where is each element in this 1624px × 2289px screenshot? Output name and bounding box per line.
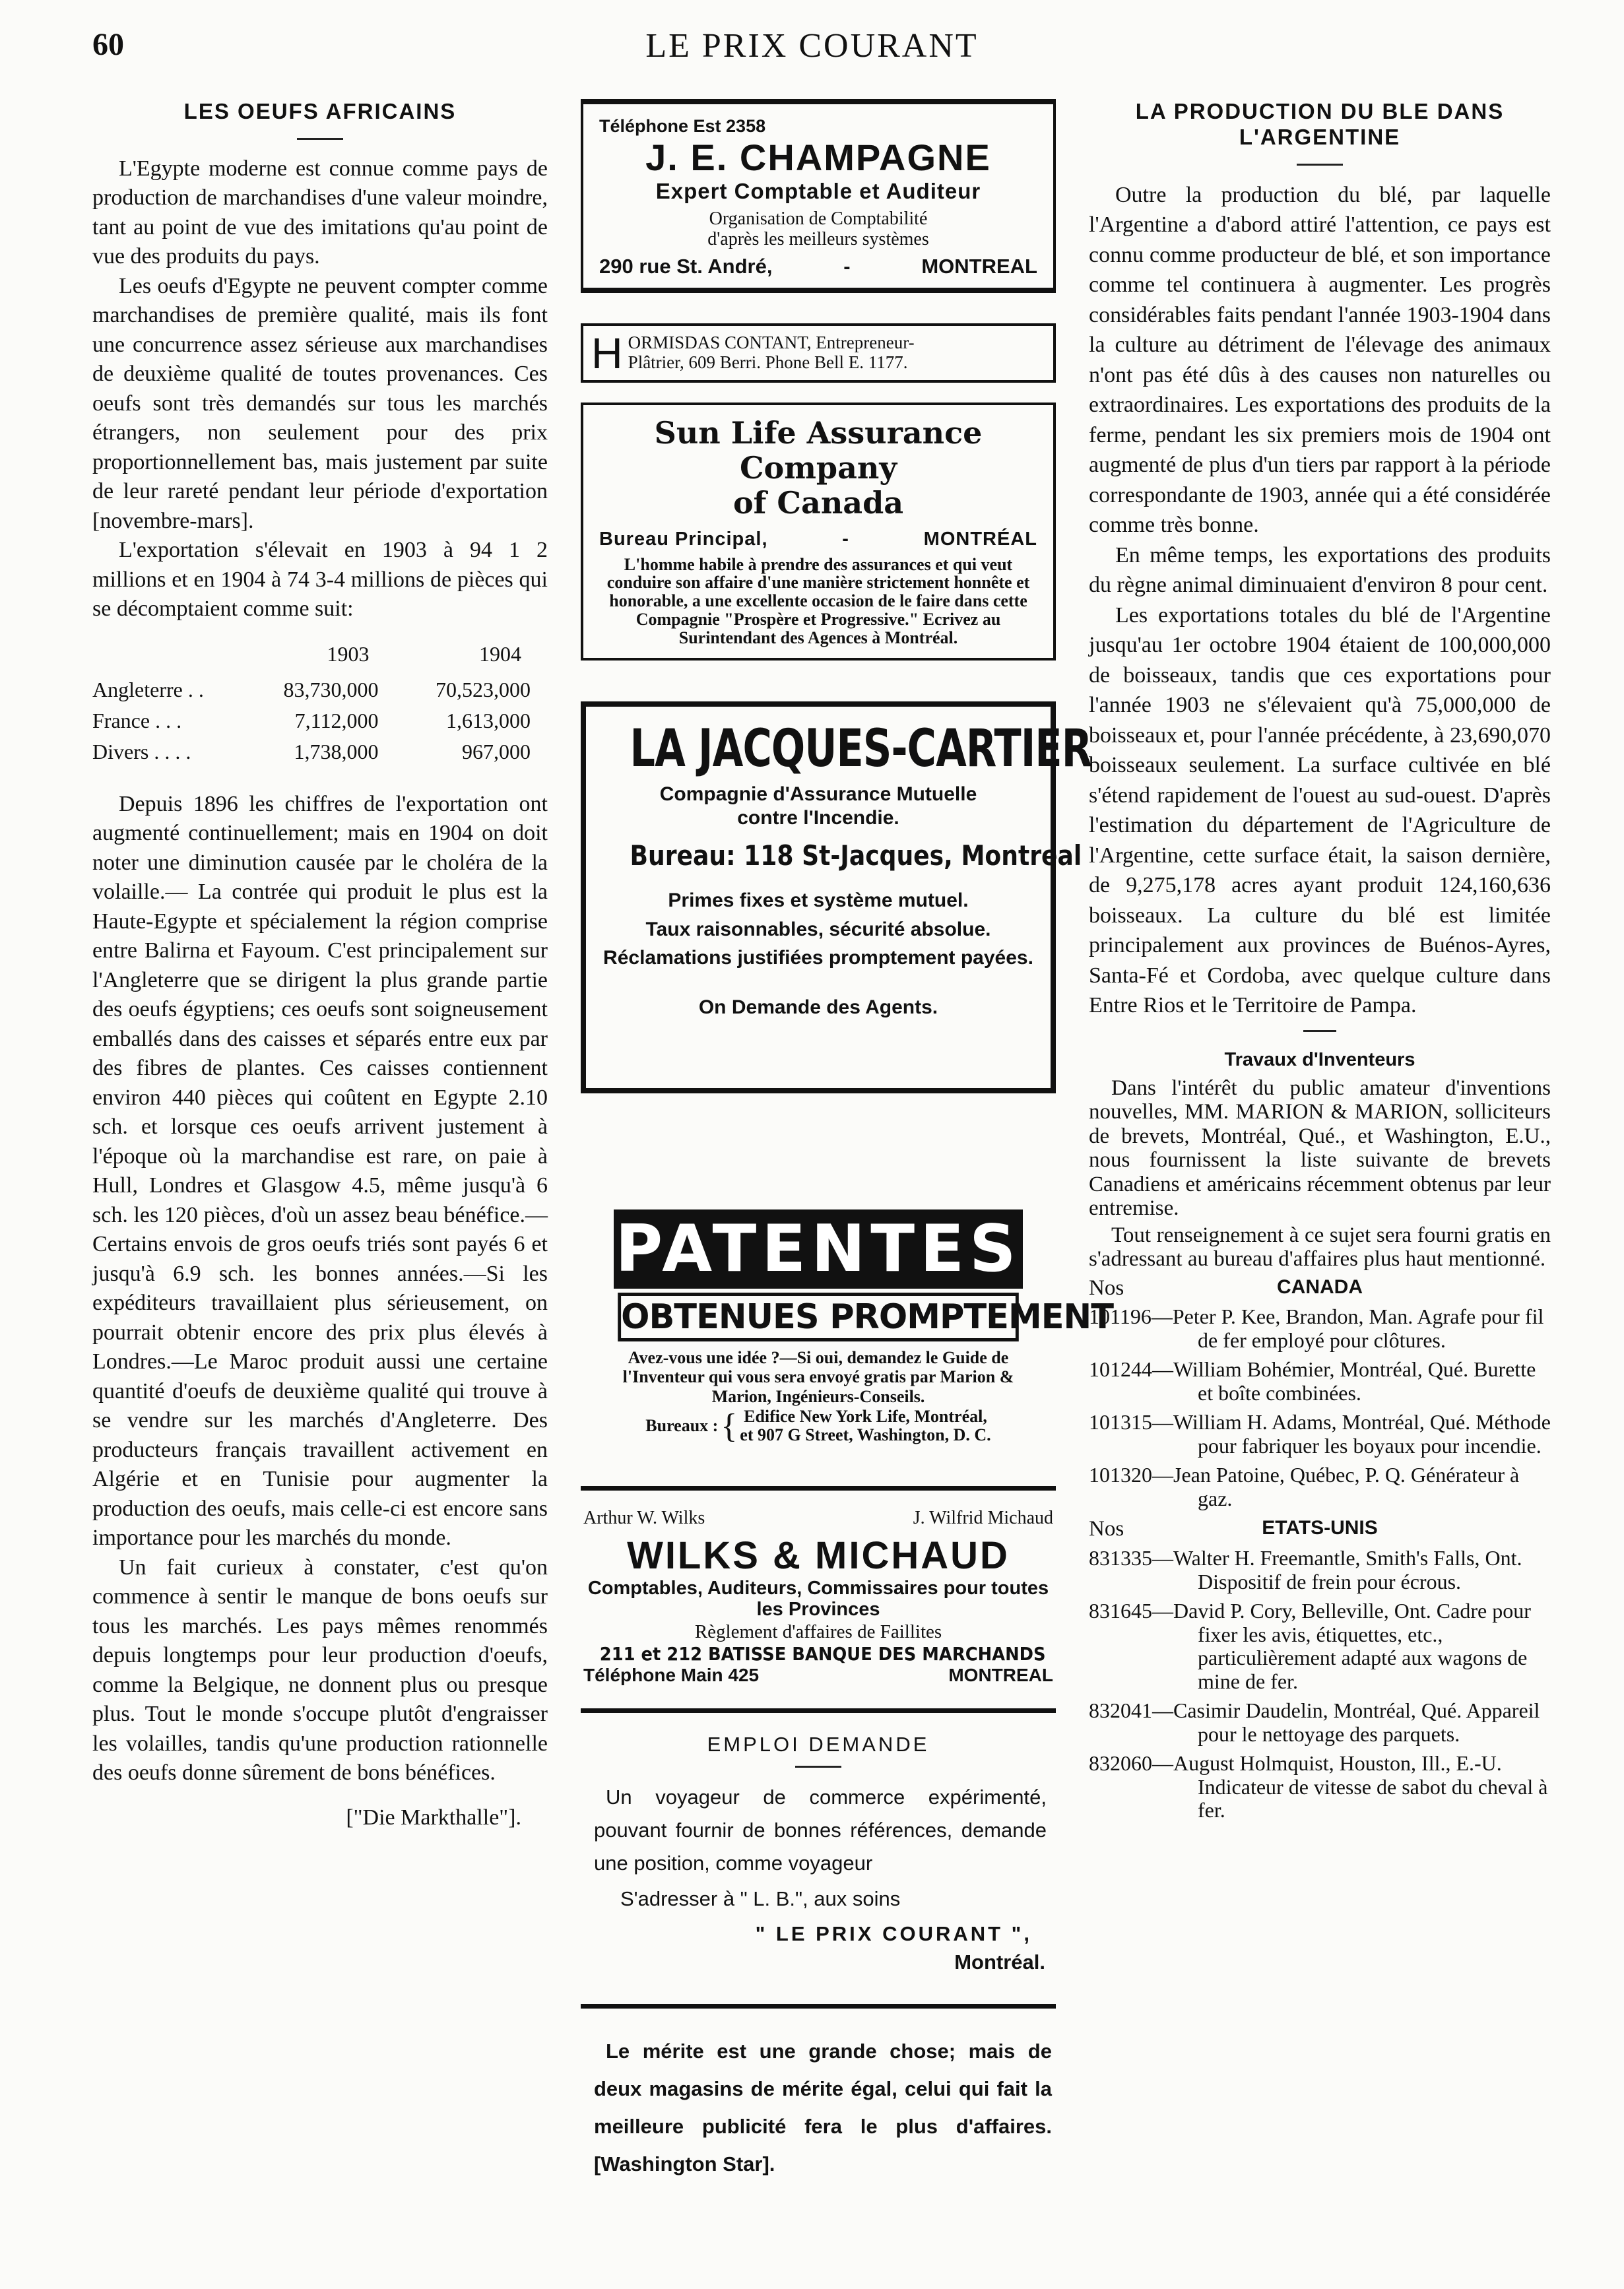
ad-agents: On Demande des Agents. <box>698 996 938 1018</box>
right-column <box>1089 99 1551 1828</box>
table-header <box>92 641 244 674</box>
ad-name: LA JACQUES-CARTIER <box>630 719 1092 779</box>
table-cell-1903: 83,730,000 <box>283 677 379 701</box>
ad-line: Organisation de Comptabilité <box>709 209 928 230</box>
ad-name: Sun Life Assurance Company <box>654 414 983 486</box>
section-title-travaux: Travaux d'Inventeurs <box>1224 1048 1415 1070</box>
table-cell-1904: 967,000 <box>462 739 531 763</box>
ad-street: 290 rue St. André, <box>599 254 773 278</box>
paragraph: Depuis 1896 les chiffres de l'exportation ont augmenté continuellement; mais en 1904 on doit noter une diminution causée par le choléra de la volaille.— La contrée qui produit le plus est la Haute-Egypte et spécialement la région comprise entre Balirna et Fayoum. C'est principalement sur l'Angleterre que se dirigent la plus grande partie des oeufs égyptiens; ces oeufs sont soigneusement emballés dans des caisses et séparés entre eux par des fibres de plantes. Ces caisses contiennent environ 440 pièces qui coûtent en Egypte 2.10 sch. et lorsque ces oeufs arrivent justement à l'époque où la marchandise est rare, on paie à Hull, Londres et Glasgow 4.5, même jusqu'à 6 sch. les 120 pièces, d'où un assez beau bénéfice.—Certains envois de gros oeufs triés sont payés 6 et jusqu'à 6.9 sch. les bonnes années.—Si les expéditeurs travaillaient plus sérieusement, on pourrait obtenir encore des prix plus élevés à Londres.—Le Maroc produit aussi une certaine quantité d'oeufs de deuxième qualité qui trouve à se vendre sur les marchés d'Angleterre. Des producteurs français travaillent activement en Algérie et en Tunisie pour augmenter la production des oeufs, mais celle-ci est encore sans importance pour les marchés du monde. <box>92 791 548 1551</box>
ad-line: contre l'Incendie. <box>737 807 899 829</box>
table-cell-country: Divers . . . . <box>92 739 191 763</box>
table-cell-1904: 1,613,000 <box>446 708 531 732</box>
ad-line: Primes fixes et système mutuel. <box>668 889 969 912</box>
article-title-ble <box>1089 99 1551 150</box>
ad-bureau-label: Bureau Principal, <box>599 528 768 550</box>
ad-line: Edifice New York Life, Montréal, <box>744 1406 987 1426</box>
patent-list-header <box>1089 1275 1551 1302</box>
ad-title: EMPLOI DEMANDE <box>707 1733 930 1757</box>
ad-dash: - <box>842 528 849 550</box>
table-header: 1904 <box>479 641 521 666</box>
ad-line: Compagnie d'Assurance Mutuelle <box>659 783 977 806</box>
patent-list-canada <box>1089 1305 1551 1510</box>
ad-partner: J. Wilfrid Michaud <box>913 1507 1053 1528</box>
list-item: 832060—August Holmquist, Houston, Ill., E.-U. Indicateur de vitesse de sabot du cheval à fer. <box>1089 1751 1548 1822</box>
ad-line: et 907 G Street, Washington, D. C. <box>740 1425 991 1445</box>
ad-phone: Téléphone Est 2358 <box>599 116 766 136</box>
ad-bureau: Bureau: 118 St-Jacques, Montreal <box>630 839 1082 872</box>
patent-list-header <box>1089 1516 1551 1543</box>
list-item: 101244—William Bohémier, Montréal, Qué. Burette et boîte combinées. <box>1089 1357 1536 1405</box>
ad-bureau <box>599 529 1037 550</box>
title-rule <box>795 1766 841 1768</box>
paragraph: Les exportations totales du blé de l'Argentine jusqu'au 1er octobre 1904 étaient de 100,000,000 de boisseaux, tandis que ces exportations pour l'année 1903 ne s'élevaient qu'à 75,000,000 de boisseaux et, pour l'année précédente, à 23,690,070 boisseaux seulement. La surface cultivée en blé s'étend rapidement de l'ouest au sud-ouest. D'après l'estimation du département de l'Agriculture de l'Argentine, cette surface était, la saison dernière, de 9,275,178 acres ayant produit 124,160,636 boisseaux. La culture du blé est limitée principalement aux provinces de Buénos-Ayres, Santa-Fé et Cordoba, avec quelque culture dans Entre Rios et le Territoire de Pampa. <box>1089 602 1551 1018</box>
divider <box>581 1486 1056 1491</box>
ad-bureaux-addresses <box>740 1407 991 1445</box>
paragraph: Tout renseignement à ce sujet sera fourni gratis en s'adressant au bureau d'affaires plus haut mentionné. <box>1089 1223 1551 1272</box>
ad-bureaux-label: Bureaux : <box>645 1415 719 1435</box>
ad-paper: " LE PRIX COURANT ", <box>755 1922 1032 1946</box>
ad-city: MONTREAL <box>948 1665 1053 1686</box>
paragraph: Un fait curieux à constater, c'est qu'on commence à sentir le manque de bons oeufs sur tous les marchés. Les pays mêmes renommés depuis longtemps pour leur production d'oeufs, comme la Belgique, ne donnent plus ou presque plus. Tout le monde s'occupe plutôt d'engraisser les volailles, tandis qu'une production rationnelle des oeufs donne sûrement de bons bénéfices. <box>92 1555 548 1786</box>
ad-name: J. E. CHAMPAGNE <box>645 137 991 178</box>
divider <box>581 1708 1056 1713</box>
ad-address: 211 et 212 BATISSE BANQUE DES MARCHANDS <box>599 1642 1046 1665</box>
list-item: 832041—Casimir Daudelin, Montréal, Qué. Appareil pour le nettoyage des parquets. <box>1089 1698 1540 1746</box>
ad-line: Comptables, Auditeurs, Commissaires pour toutes les Provinces <box>587 1578 1049 1621</box>
article-title-oeufs: LES OEUFS AFRICAINS <box>183 99 457 123</box>
paragraph: L'exportation s'élevait en 1903 à 94 1 2 millions et en 1904 à 74 3-4 millions de pièces qui se décomptaient comme suit: <box>92 538 548 622</box>
table-header: 1903 <box>327 641 370 666</box>
left-column <box>92 99 548 1830</box>
table-cell-1903: 7,112,000 <box>294 708 379 732</box>
ad-subheadline: OBTENUES PROMPTEMENT <box>618 1293 1019 1341</box>
brace-icon: { <box>721 1407 738 1445</box>
list-item: 101315—William H. Adams, Montréal, Qué. Méthode pour fabriquer les boyaux pour incendie. <box>1089 1410 1551 1458</box>
page-number: 60 <box>92 27 124 62</box>
merit-quote: Le mérite est une grande chose; mais de deux magasins de mérite égal, celui qui fait la meilleure publicité fera le plus d'affaires. [Washington Star]. <box>594 2040 1052 2176</box>
ad-dash: - <box>843 254 851 278</box>
ad-name: WILKS & MICHAUD <box>627 1533 1010 1577</box>
ad-hormisdas <box>581 323 1056 383</box>
paragraph: L'Egypte moderne est connue comme pays de production de marchandises d'une valeur moindre, tant au point de vue des imitations qu'au point de vue des produits du pays. <box>92 156 548 269</box>
ad-jacques-cartier <box>581 701 1092 1093</box>
country-label: ETATS-UNIS <box>1262 1517 1378 1539</box>
ad-initial: H <box>591 328 623 377</box>
table-row <box>92 705 548 736</box>
ad-line: Plâtrier, 609 Berri. Phone Bell E. 1177. <box>628 352 908 372</box>
ad-phone <box>581 1665 1056 1686</box>
table-cell-country: France . . . <box>92 708 182 732</box>
section-rule <box>1303 1030 1336 1032</box>
ad-city: Montréal. <box>954 1950 1045 1974</box>
ad-text: Avez-vous une idée ?—Si oui, demandez le Guide de l'Inventeur qui vous sera envoyé gratis par Marion & Marion, Ingénieurs-Conseils. <box>622 1348 1014 1406</box>
table-header-row <box>92 641 548 674</box>
divider <box>581 2004 1056 2009</box>
ad-city: MONTREAL <box>921 254 1037 278</box>
ad-line: d'après les meilleurs systèmes <box>707 228 929 249</box>
export-table <box>92 641 548 767</box>
ad-name: of Canada <box>732 484 904 521</box>
ad-partners <box>581 1508 1056 1529</box>
list-item: 101196—Peter P. Kee, Brandon, Man. Agrafe pour fil de fer employé pour clôtures. <box>1089 1305 1544 1352</box>
nos-label: Nos <box>1089 1275 1124 1300</box>
title-line: LA PRODUCTION DU BLE DANS <box>1135 99 1505 123</box>
title-line: L'ARGENTINE <box>1239 124 1401 149</box>
ad-line: Taux raisonnables, sécurité absolue. <box>645 918 991 940</box>
table-row <box>92 674 548 705</box>
ad-line: ORMISDAS CONTANT, Entrepreneur- <box>628 333 915 353</box>
ad-role: Expert Comptable et Auditeur <box>655 179 981 204</box>
table-cell-1903: 1,738,000 <box>294 739 379 763</box>
ad-address <box>599 255 1037 278</box>
paragraph: Les oeufs d'Egypte ne peuvent compter comme marchandises de première qualité, mais ils font une concurrence assez sérieuse aux marchandises de deuxième qualité de toutes provenances. Ces oeufs sont très demandés sur tous les marchés étrangers, non seulement pour des prix proportionnellement bas, mais justement par suite de leur rareté pendant leur période d'exportation [novembre-mars]. <box>92 273 548 533</box>
ad-bureaux <box>614 1407 1023 1445</box>
country-label: CANADA <box>1277 1275 1363 1298</box>
article-source: ["Die Markthalle"]. <box>346 1805 521 1830</box>
patent-list-us <box>1089 1547 1551 1822</box>
title-rule <box>297 138 343 140</box>
newspaper-title: LE PRIX COURANT <box>645 27 979 65</box>
ad-emploi <box>581 1733 1056 1979</box>
ad-partner: Arthur W. Wilks <box>583 1507 705 1528</box>
list-item: 101320—Jean Patoine, Québec, P. Q. Générateur à gaz. <box>1089 1463 1520 1510</box>
ad-city: MONTRÉAL <box>923 528 1037 550</box>
ad-address: S'adresser à " L. B.", aux soins <box>620 1887 901 1911</box>
table-row <box>92 736 548 767</box>
ad-wilks-michaud <box>581 1508 1056 1686</box>
ad-line: Règlement d'affaires de Faillites <box>694 1621 942 1643</box>
list-item: 831645—David P. Cory, Belleville, Ont. Cadre pour fixer les avis, étiquettes, etc., particulièrement adapté aux wagons de mine de fer. <box>1089 1599 1531 1693</box>
paragraph: Dans l'intérêt du public amateur d'inventions nouvelles, MM. MARION & MARION, solliciteurs de brevets, Montréal, Qué., et Washington, E.U., nous fournissent la liste suivante de brevets Canadiens et américains récemment obtenus par leur entremise. <box>1089 1076 1551 1221</box>
nos-label: Nos <box>1089 1517 1124 1541</box>
list-item: 831335—Walter H. Freemantle, Smith's Falls, Ont. Dispositif de frein pour écrous. <box>1089 1546 1522 1594</box>
ad-text <box>628 333 915 372</box>
ad-sun-life <box>581 403 1056 661</box>
ad-headline: PATENTES <box>614 1209 1023 1289</box>
ad-line: Réclamations justifiées promptement payées. <box>603 947 1033 969</box>
ad-text: Un voyageur de commerce expérimenté, pouvant fournir de bonnes références, demande une position, comme voyageur <box>594 1786 1047 1875</box>
ad-description: L'homme habile à prendre des assurances et qui veut conduire son affaire d'une manière strictement honnête et honorable, a une excellente occasion de le faire dans cette Compagnie "Prospère et Progressive." Ecrivez au Surintendant des Agences à Montréal. <box>606 554 1030 647</box>
paragraph: Outre la production du blé, par laquelle l'Argentine a d'abord attiré l'attention, ce pays est connu comme producteur de blé, et son importance comme tel continuera à augmenter. Les progrès considérables faits pendant l'année 1903-1904 dans la culture au détriment de l'élevage des animaux n'ont pas été dûs à des causes non naturelles ou extraordinaires. Les exportations des produits de la ferme, pendant les six premiers mois de 1904 ont augmenté de plus d'un tiers par rapport à la période correspondante de 1903, année qui a été considérée comme très bonne. <box>1089 182 1551 538</box>
table-cell-1904: 70,523,000 <box>436 677 531 701</box>
ad-phone-number: Téléphone Main 425 <box>583 1665 760 1686</box>
table-cell-country: Angleterre . . <box>92 677 204 701</box>
paragraph: En même temps, les exportations des produits du règne animal diminuaient d'environ 8 pour cent. <box>1089 542 1551 598</box>
title-rule <box>1297 164 1343 166</box>
ad-champagne <box>581 99 1056 293</box>
